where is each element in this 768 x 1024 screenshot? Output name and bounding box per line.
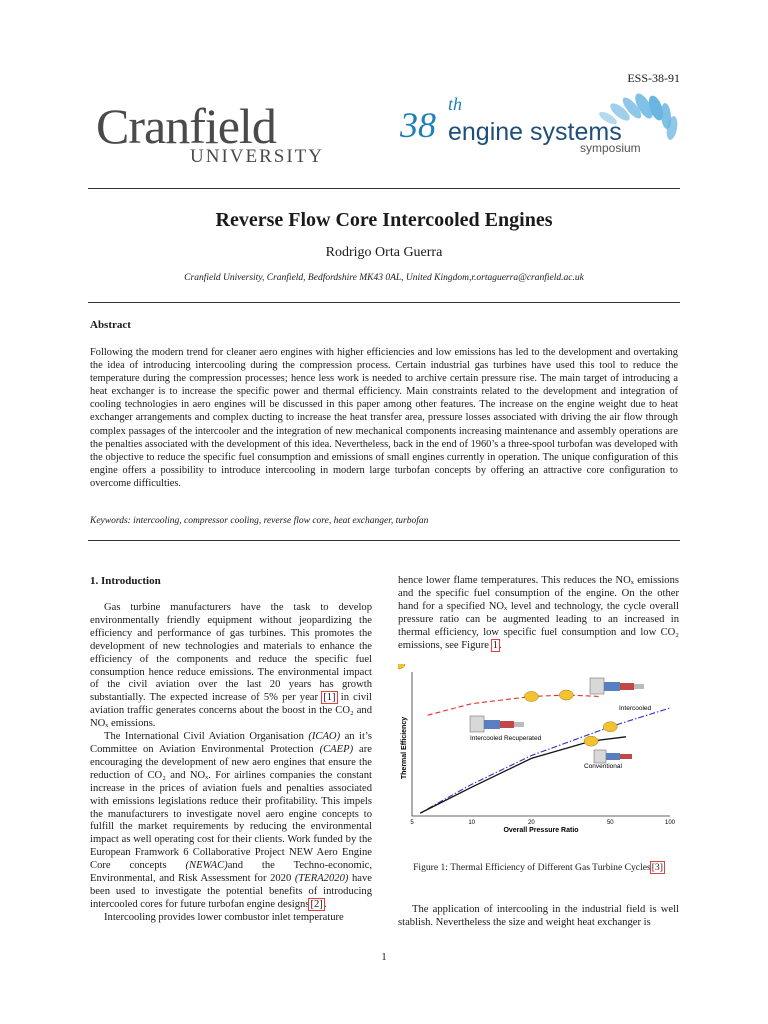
header-rule — [88, 188, 680, 189]
cranfield-logo — [96, 100, 324, 168]
series-line-0 — [428, 695, 602, 715]
thermal-efficiency-chart — [398, 664, 680, 836]
data-point-marker-1 — [559, 690, 573, 700]
series-line-2 — [420, 737, 626, 813]
chart-axes — [412, 672, 670, 816]
x-tick-label-2: 20 — [528, 820, 535, 826]
intro-paragraph-4: hence lower flame temperatures. This reduces the NOₓ emissions and the specific fuel consumption of the engine. On the other hand for a specified NOₓ level and technology, the cycle overall pressure ratio can be augmented leading to an increased in thermal efficiency, low specific fuel consumption and low CO₂ emissions, see Figure 1. — [398, 575, 679, 651]
page-number: 1 — [381, 951, 387, 963]
engine-sketch-middle — [470, 716, 524, 732]
data-point-marker-0 — [524, 691, 538, 701]
intro-paragraph-1: Gas turbine manufacturers have the task to develop environmentally friendly equipment without jeopardizing the efficiency and performance of gas turbines. This promotes the development of new technologies and materials to enhance the efficiency of the components and reduce the specific fuel consumption hence reduce emissions. The environmental impact of the civil aviation over the last 20 years has growth substantially. The expected increase of 5% per year [1] in civil aviation traffic generates concerns about the boost in the CO₂ and NOₓ emissions. — [90, 602, 372, 730]
document-id: ESS-38-91 — [627, 71, 680, 85]
abstract-text: Following the modern trend for cleaner aero engines with higher efficiencies and low emissions has led to the development and overtaking the idea of introducing intercooling during the compression process. Certain industrial gas turbines have used this tool to reduce the temperature during the compression processes; hence less work is needed to archive certain pressure rise. The main target of introducing a heat exchanger is to increase the specific power and thermal efficiency. Main constraints related to the development and integration of cooling technologies in aero engines will be discussed in this paper among other features. The increase on the engine weight due to heat exchanger arrangements and complex ducting to increase the heat transfer area, pressure losses associated with driving the air flow through complex passages of the intercooler and the integration of new mechanical components increasing maintenance and assembly operations are the penalties associated with the development of this idea. Nevertheless, back in the end of 1960’s a three-spool turbofan was developed with the objective to reduce the specific fuel consumption and emissions of small engines currently in operation. The unique configuration of this engine offers a possibility to introduce intercooling in modern large turbofan concepts by offering an attractive core configuration to overcome difficulties. — [90, 347, 678, 489]
figure-1-link[interactable]: 1 — [492, 639, 498, 651]
intro-paragraph-3: Intercooling provides lower combustor inlet temperature — [104, 911, 344, 923]
figure-1-caption: Figure 1: Thermal Efficiency of Different Gas Turbine Cycles[3] — [413, 862, 663, 873]
engine-systems-logo — [394, 92, 694, 166]
right-column — [398, 575, 679, 652]
data-point-marker-4 — [584, 736, 598, 746]
section-heading-introduction: 1. Introduction — [90, 575, 161, 587]
cranfield-logo-university: UNIVERSITY — [190, 146, 324, 167]
x-tick-label-0: 5 — [410, 820, 414, 826]
paper-affiliation: Cranfield University, Cranfield, Bedfordshire MK43 0AL, United Kingdom,r.ortaguerra@cranfield.ac.uk — [184, 273, 584, 283]
abstract-bottom-rule — [88, 540, 680, 541]
keywords: Keywords: intercooling, compressor cooling, reverse flow core, heat exchanger, turbofan — [90, 516, 429, 526]
symposium-subtitle: symposium — [580, 141, 641, 155]
data-point-marker-3 — [603, 722, 617, 732]
series-label-conventional: Conventional — [584, 763, 622, 770]
symposium-ordinal: th — [448, 94, 463, 114]
cranfield-logo-word: Cranfield — [96, 98, 276, 154]
citation-3-link[interactable]: [3] — [651, 862, 663, 873]
engine-sketch-bottom — [594, 750, 632, 763]
figure-1 — [398, 664, 680, 836]
data-point-marker-2 — [398, 664, 405, 669]
x-tick-label-4: 100 — [664, 820, 676, 826]
y-axis-label: Thermal Efficiency — [401, 716, 408, 780]
left-column — [90, 602, 372, 925]
abstract-heading: Abstract — [90, 319, 131, 331]
citation-2-link[interactable]: [2] — [310, 898, 323, 910]
citation-1-link[interactable]: [1] — [323, 692, 336, 704]
series-label-intercooled: Intercooled — [619, 705, 652, 712]
paper-title: Reverse Flow Core Intercooled Engines — [215, 209, 553, 231]
x-tick-label-1: 10 — [468, 820, 476, 826]
symposium-name: engine systems — [448, 118, 622, 146]
abstract-top-rule — [88, 302, 680, 303]
right-column-continued — [398, 904, 679, 930]
x-tick-label-3: 50 — [606, 820, 614, 826]
series-label-intercooled-recuperated: Intercooled Recuperated — [470, 735, 542, 742]
intro-paragraph-5: The application of intercooling in the industrial field is well stablish. Nevertheless the size and weight heat exchanger is — [398, 904, 679, 928]
series-line-1 — [428, 708, 670, 809]
x-axis-label: Overall Pressure Ratio — [503, 827, 579, 834]
intro-paragraph-2: The International Civil Aviation Organisation (ICAO) an it’s Committee on Aviation Environmental Protection (CAEP) are encouraging the development of new aero engines that ensure the reduction of CO₂ and NOₓ. For airlines companies the constant increase in the prices of aviation fuels and penalties associated with emissions legislations reduce their profitability. This impels the manufacturers to investigate novel aero engine concepts to fulfill the market requirements by reducing the environmental impact as well operating cost for their clients. Work funded by the European Framwork 6 Collaborative Project NEW Aero Engine Core concepts (NEWAC)and the Techno-economic, Environmental, and Risk Assessment for 2020 (TERA2020) have been used to investigate the potential benefits of introducing intercooled cores for future turbofan engine designs[2]. — [90, 731, 373, 910]
paper-author: Rodrigo Orta Guerra — [325, 245, 443, 260]
symposium-number: 38 — [400, 105, 436, 145]
engine-sketch-top — [590, 678, 644, 694]
